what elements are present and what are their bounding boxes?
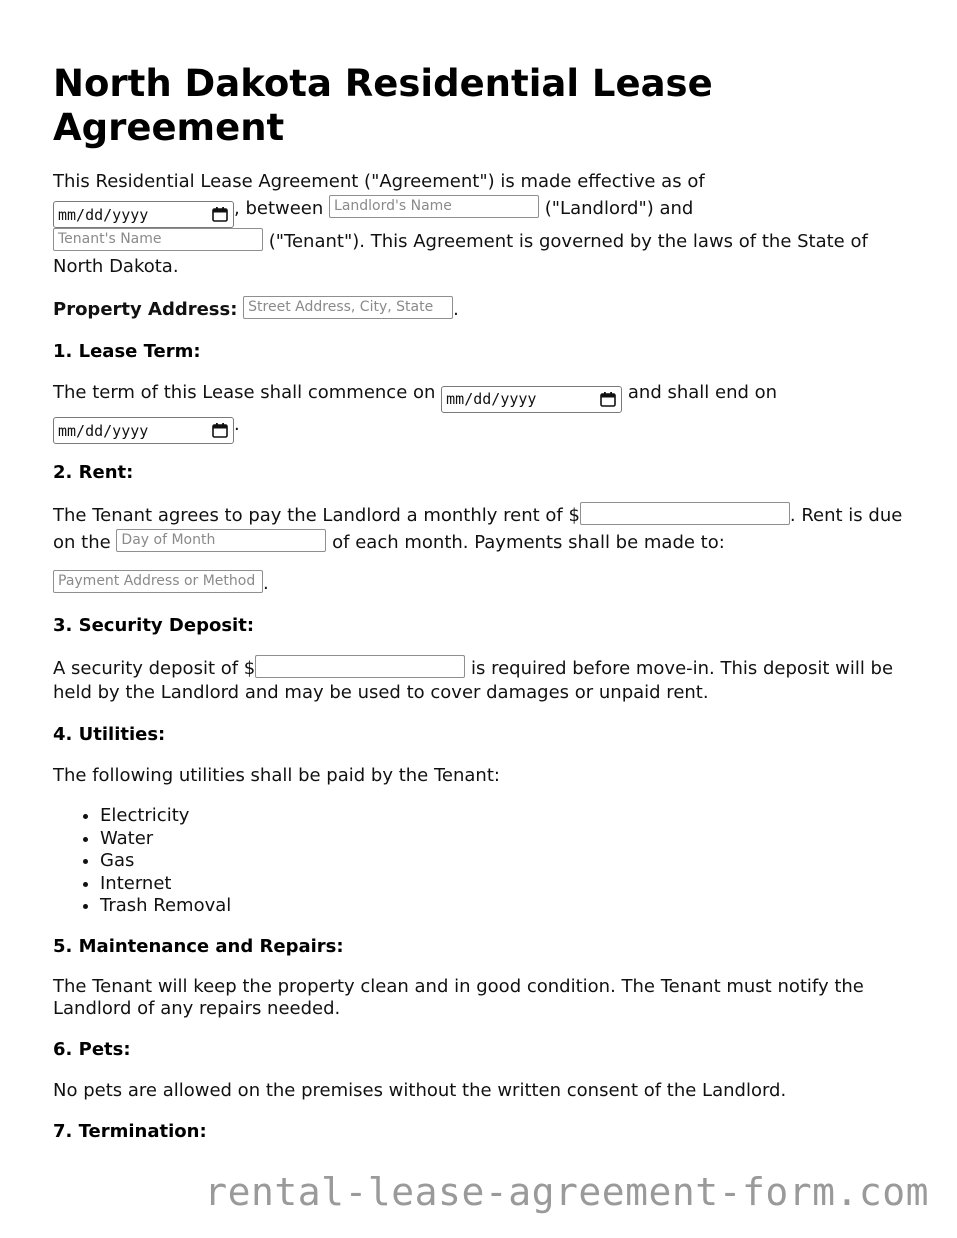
monthly-rent-input[interactable] [580,502,790,525]
document-body [53,62,903,1161]
lease-start-date-input[interactable] [441,386,622,413]
utilities-intro: The following utilities shall be paid by the Tenant: [53,764,500,786]
calendar-icon[interactable] [600,392,616,407]
rent-text-3: of each month. Payments shall be made to: [332,531,725,553]
tenant-name-input[interactable]: Tenant's Name [53,228,263,251]
deposit-text-2: is required before move-in. This deposit will be held by the Landlord and may be used to cover damages or unpaid rent. [53,657,894,704]
lease-end-date-value: mm/dd/yyyy [58,421,149,440]
lease-end-date-input[interactable] [53,417,234,444]
property-address-input[interactable]: Street Address, City, State [243,296,453,319]
calendar-icon[interactable] [212,207,228,222]
maintenance-paragraph: The Tenant will keep the property clean and in good condition. The Tenant must notify the Landlord of any repairs needed. [53,975,864,1020]
utilities-list [53,805,903,918]
list-item: • Electricity [100,805,903,828]
lease-term-text-1: The term of this Lease shall commence on [53,381,436,403]
list-item: • Trash Removal [100,895,903,918]
intro-text-1: This Residential Lease Agreement ("Agreement") is made effective as of [53,171,705,192]
payment-method-line [53,570,903,597]
watermark: rental-lease-agreement-form.com [204,1170,929,1214]
pets-paragraph: No pets are allowed on the premises without the written consent of the Landlord. [53,1079,787,1101]
lease-term-heading: 1. Lease Term: [53,340,201,362]
maintenance-heading: 5. Maintenance and Repairs: [53,935,344,957]
property-suffix: . [453,299,459,321]
payment-suffix: . [263,573,269,595]
lease-start-date-value: mm/dd/yyyy [446,389,537,408]
property-address-line [53,296,903,323]
intro-text-2: , between [234,197,324,219]
pets-heading: 6. Pets: [53,1038,131,1060]
security-deposit-input[interactable] [255,655,465,678]
rent-paragraph [53,502,903,555]
landlord-name-input[interactable]: Landlord's Name [329,195,539,218]
deposit-text-1: A security deposit of $ [53,657,256,679]
page-title: North Dakota Residential Lease Agreement [53,62,713,149]
rent-text-2: . Rent is due on the [53,505,903,553]
property-address-label: Property Address: [53,299,238,321]
intro-paragraph [53,170,903,279]
effective-date-input[interactable] [53,201,234,228]
lease-term-suffix: . [234,413,240,435]
utilities-heading: 4. Utilities: [53,723,166,745]
effective-date-value: mm/dd/yyyy [58,205,149,224]
lease-term-text-2: and shall end on [627,381,778,403]
list-item: • Internet [100,873,903,896]
security-deposit-heading: 3. Security Deposit: [53,614,255,636]
list-item: • Water [100,828,903,851]
rent-due-day-input[interactable]: Day of Month [116,529,326,552]
security-deposit-paragraph [53,655,903,706]
rent-heading: 2. Rent: [53,462,134,484]
rent-text-1: The Tenant agrees to pay the Landlord a monthly rent of $ [53,505,580,527]
lease-term-paragraph [53,381,903,445]
list-item: • Gas [100,850,903,873]
intro-text-3: ("Landlord") and [544,197,694,219]
payment-method-input[interactable]: Payment Address or Method [53,570,263,593]
calendar-icon[interactable] [212,423,228,438]
intro-text-4: ("Tenant"). This Agreement is governed by the laws of the State of North Dakota. [53,231,868,277]
termination-heading: 7. Termination: [53,1121,207,1143]
